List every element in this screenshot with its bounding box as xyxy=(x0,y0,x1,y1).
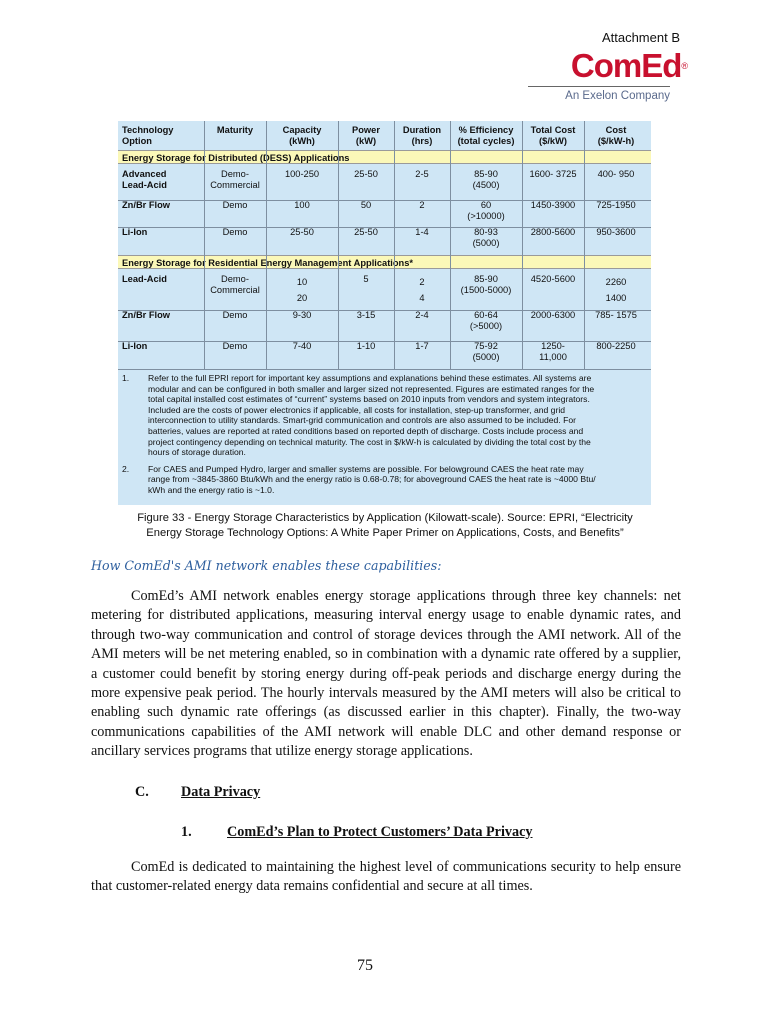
body-paragraph-1: ComEd’s AMI network enables energy storage applications through three key channels: net metering for distributed applications, measuring interval energy usage to enable dynamic rates, and through two-way communication and control of storage devices through the AMI network. All of the AMI meters will be net metering enabled, so in combination with a dynamic rate offered by a supplier, a customer could benefit by storing energy during off-peak periods and discharge energy during the more expensive peak period. The hourly intervals measured by the AMI meters will also be critical to enabling such dynamic rate offerings (as discussed earlier in this chapter). Finally, the two-way communications capabilities of the AMI network will enable DLC and other demand response or ancillary services programs that utilize energy storage applications. xyxy=(91,588,681,760)
cell-capacity xyxy=(266,227,338,238)
cell-line: 60 xyxy=(480,200,492,210)
logo-divider xyxy=(528,86,670,87)
cell-line: 3-15 xyxy=(356,310,376,320)
cell-duration xyxy=(394,274,450,306)
cell-line: Lead-Acid xyxy=(122,180,167,190)
cell-maturity xyxy=(204,274,266,296)
cell-power xyxy=(338,310,394,321)
cell-power xyxy=(338,341,394,352)
exelon-tagline: An Exelon Company xyxy=(565,90,670,102)
body-paragraph-2: ComEd is dedicated to maintaining the highest level of communications security to help ensure that customer-related energy data remains confidential and secure at all times. xyxy=(91,859,681,895)
cell-power xyxy=(338,227,394,238)
column-header-line: Option xyxy=(122,136,152,146)
cell-line: 1-7 xyxy=(415,341,429,351)
cell-technology xyxy=(122,341,204,352)
cell-line: 25-50 xyxy=(290,227,314,237)
cell-cost xyxy=(584,310,648,321)
cell-cost xyxy=(584,274,648,306)
cell-line: (>5000) xyxy=(469,321,503,331)
cell-total-cost xyxy=(522,341,584,363)
cell-line: Li-Ion xyxy=(122,341,148,351)
note-line: For CAES and Pumped Hydro, larger and smaller systems are possible. For belowground CAES the heat rate may xyxy=(148,463,584,474)
column-header-line: Cost xyxy=(605,125,627,135)
column-header-line: (total cycles) xyxy=(457,136,515,146)
logo-registered-mark: ® xyxy=(681,61,688,71)
note-line: kWh and the energy ratio is ~1.0. xyxy=(148,484,275,495)
cell-line: 1450-3900 xyxy=(530,200,576,210)
column-header-power xyxy=(338,125,394,147)
column-header-line: Power xyxy=(352,125,380,135)
cell-technology xyxy=(122,227,204,238)
note-line: total capital installed cost estimates of “current” systems based on 2010 inputs from vendors and system integrators. xyxy=(148,394,590,405)
cell-technology xyxy=(122,274,204,285)
cell-line: Demo xyxy=(222,227,248,237)
column-header-line: Duration xyxy=(402,125,442,135)
note-line: Refer to the full EPRI report for important key assumptions and explanations behind these estimates. All systems are xyxy=(148,373,592,383)
cell-line: 9-30 xyxy=(292,310,312,320)
cell-line: Zn/Br Flow xyxy=(122,200,171,210)
cell-line: 25-50 xyxy=(354,169,378,179)
cell-total-cost xyxy=(522,310,584,321)
cell-line: 725-1950 xyxy=(596,200,636,210)
section-1-title: ComEd’s Plan to Protect Customers’ Data Privacy xyxy=(227,824,533,840)
cell-cost xyxy=(584,227,648,238)
column-header-line: Maturity xyxy=(216,125,254,135)
cell-line: 20 xyxy=(296,293,308,303)
cell-power xyxy=(338,274,394,285)
table-column-divider xyxy=(204,121,205,369)
cell-duration xyxy=(394,169,450,180)
cell-line: 4 xyxy=(419,293,425,303)
note-line: interconnection to utility standards. Smart-grid communication and controls are also assumed to be included. For xyxy=(148,415,576,426)
cell-line: 100-250 xyxy=(284,169,320,179)
logo-text: ComEd xyxy=(570,47,682,84)
table-column-divider xyxy=(394,121,395,369)
cell-line: 85-90 xyxy=(474,274,498,284)
cell-line: 2 xyxy=(419,200,425,210)
cell-maturity xyxy=(204,310,266,321)
cell-technology xyxy=(122,169,204,191)
attachment-label: Attachment B xyxy=(601,30,680,45)
energy-storage-table xyxy=(118,121,651,505)
table-row xyxy=(118,274,651,310)
cell-duration xyxy=(394,310,450,321)
column-header-line: (kW) xyxy=(355,136,377,146)
note-line: range from ~3845-3860 Btu/kWh and the energy ratio is 0.68-0.78; for aboveground CAES the heat rate is ~4000 Btu/ xyxy=(148,474,596,485)
cell-power xyxy=(338,169,394,180)
cell-technology xyxy=(122,200,204,211)
column-header-line: % Efficiency xyxy=(458,125,514,135)
note-number: 2. xyxy=(122,463,130,474)
section-c-title: Data Privacy xyxy=(181,784,261,800)
cell-line: Li-Ion xyxy=(122,227,148,237)
cell-line: 785- 1575 xyxy=(595,310,637,320)
cell-line: 800-2250 xyxy=(596,341,636,351)
subheading: How ComEd's AMI network enables these capabilities: xyxy=(91,558,442,573)
cell-maturity xyxy=(204,169,266,191)
cell-technology xyxy=(122,310,204,321)
note-text xyxy=(148,373,646,458)
cell-line: 11,000 xyxy=(539,352,567,362)
cell-total-cost xyxy=(522,169,584,180)
table-column-divider xyxy=(266,121,267,369)
page-number: 75 xyxy=(357,957,373,974)
cell-line: (5000) xyxy=(472,238,500,248)
column-header-technology xyxy=(122,125,204,147)
cell-line: Demo xyxy=(222,310,248,320)
cell-total-cost xyxy=(522,200,584,211)
cell-capacity xyxy=(266,341,338,352)
column-header-line: (kWh) xyxy=(289,136,315,146)
table-row xyxy=(118,169,651,196)
section-residential: Energy Storage for Residential Energy Management Applications* xyxy=(118,255,651,269)
note-line: modular and can be configured in both smaller and larger sized not represented. Figures are estimated ranges for the xyxy=(148,383,595,394)
cell-line: Demo xyxy=(222,341,248,351)
cell-line: Demo xyxy=(222,200,248,210)
cell-duration xyxy=(394,227,450,238)
cell-line: Demo- xyxy=(221,169,249,179)
cell-line: 400- 950 xyxy=(597,169,635,179)
table-row xyxy=(118,200,651,227)
section-c-label: C. xyxy=(135,784,149,800)
cell-cost xyxy=(584,341,648,352)
note-line: Included are the costs of power electronics if applicable, all costs for installation, step-up transformer, and grid xyxy=(148,404,566,415)
cell-maturity xyxy=(204,200,266,211)
note-line: project contingency depending on technical maturity. The cost in $/kW-h is calculated by dividing the total cost by the xyxy=(148,436,591,447)
cell-line: 7-40 xyxy=(292,341,312,351)
note-line: hours of storage duration. xyxy=(148,447,246,458)
column-header-cost xyxy=(584,125,648,147)
column-header-total-cost xyxy=(522,125,584,147)
cell-line: 80-93 xyxy=(474,227,498,237)
cell-maturity xyxy=(204,227,266,238)
section-1-label: 1. xyxy=(181,824,192,840)
table-row-divider xyxy=(118,200,651,201)
cell-line: (4500) xyxy=(472,180,500,190)
caption-line-1: Figure 33 - Energy Storage Characteristics by Application (Kilowatt-scale). Source: EPRI, “Electricity xyxy=(137,512,633,524)
cell-cost xyxy=(584,200,648,211)
cell-line: 2-5 xyxy=(415,169,429,179)
column-header-line: ($/kW) xyxy=(539,136,567,146)
cell-line: 2800-5600 xyxy=(530,227,576,237)
cell-line: 1600- 3725 xyxy=(529,169,577,179)
cell-line: 10 xyxy=(296,277,308,287)
column-header-line: Technology xyxy=(122,125,174,135)
cell-line: Lead-Acid xyxy=(122,274,167,284)
cell-line: Zn/Br Flow xyxy=(122,310,171,320)
cell-line: 100 xyxy=(294,200,310,210)
cell-efficiency xyxy=(450,341,522,363)
note-line: batteries, values are reported at rated conditions based on reported depth of discharge. Costs include process and xyxy=(148,425,584,436)
table-column-divider xyxy=(450,121,451,369)
note-number: 1. xyxy=(122,373,130,383)
cell-line: (5000) xyxy=(472,352,500,362)
cell-line: (1500-5000) xyxy=(460,285,512,295)
table-column-divider xyxy=(522,121,523,369)
cell-line: 2 xyxy=(419,277,425,287)
column-header-line: ($/kW-h) xyxy=(597,136,635,146)
cell-line: 1250- xyxy=(541,341,565,351)
cell-line: 1-10 xyxy=(356,341,376,351)
cell-power xyxy=(338,200,394,211)
cell-efficiency xyxy=(450,227,522,249)
cell-line: Commercial xyxy=(210,180,260,190)
cell-duration xyxy=(394,341,450,352)
cell-line: (>10000) xyxy=(467,211,505,221)
comed-logo xyxy=(538,48,688,84)
cell-efficiency xyxy=(450,274,522,296)
cell-capacity xyxy=(266,310,338,321)
table-column-divider xyxy=(584,121,585,369)
cell-line: 50 xyxy=(360,200,372,210)
cell-efficiency xyxy=(450,169,522,191)
column-header-capacity xyxy=(266,125,338,147)
table-row-divider xyxy=(118,310,651,311)
cell-line: 60-64 xyxy=(474,310,498,320)
note-text xyxy=(148,464,646,496)
cell-line: 2-4 xyxy=(415,310,429,320)
column-header-duration xyxy=(394,125,450,147)
cell-capacity xyxy=(266,169,338,180)
cell-line: Commercial xyxy=(210,285,260,295)
cell-maturity xyxy=(204,341,266,352)
cell-capacity xyxy=(266,274,338,306)
cell-duration xyxy=(394,200,450,211)
column-header-efficiency xyxy=(450,125,522,147)
table-row xyxy=(118,310,651,341)
cell-line: 1-4 xyxy=(415,227,429,237)
table-header xyxy=(118,124,651,150)
cell-capacity xyxy=(266,200,338,211)
figure-caption xyxy=(80,511,690,541)
caption-line-2: Energy Storage Technology Options: A White Paper Primer on Applications, Costs, and Benefits” xyxy=(146,527,624,539)
cell-efficiency xyxy=(450,200,522,222)
table-row-divider xyxy=(118,341,651,342)
table-column-divider xyxy=(338,121,339,369)
cell-line: 2000-6300 xyxy=(530,310,576,320)
table-row-divider xyxy=(118,369,651,370)
cell-line: 2260 xyxy=(605,277,627,287)
column-header-line: Capacity xyxy=(282,125,322,135)
table-row xyxy=(118,227,651,255)
cell-efficiency xyxy=(450,310,522,332)
cell-cost xyxy=(584,169,648,180)
cell-line: 85-90 xyxy=(474,169,498,179)
table-row-divider xyxy=(118,227,651,228)
column-header-line: Total Cost xyxy=(530,125,576,135)
cell-line: 25-50 xyxy=(354,227,378,237)
cell-line: 5 xyxy=(363,274,369,284)
cell-line: 4520-5600 xyxy=(530,274,576,284)
cell-line: Demo- xyxy=(221,274,249,284)
cell-line: Advanced xyxy=(122,169,167,179)
cell-total-cost xyxy=(522,274,584,285)
cell-total-cost xyxy=(522,227,584,238)
cell-line: 75-92 xyxy=(474,341,498,351)
column-header-line: (hrs) xyxy=(411,136,433,146)
column-header-maturity xyxy=(204,125,266,136)
cell-line: 950-3600 xyxy=(596,227,636,237)
section-dess: Energy Storage for Distributed (DESS) Applications xyxy=(118,150,651,164)
cell-line: 1400 xyxy=(605,293,627,303)
